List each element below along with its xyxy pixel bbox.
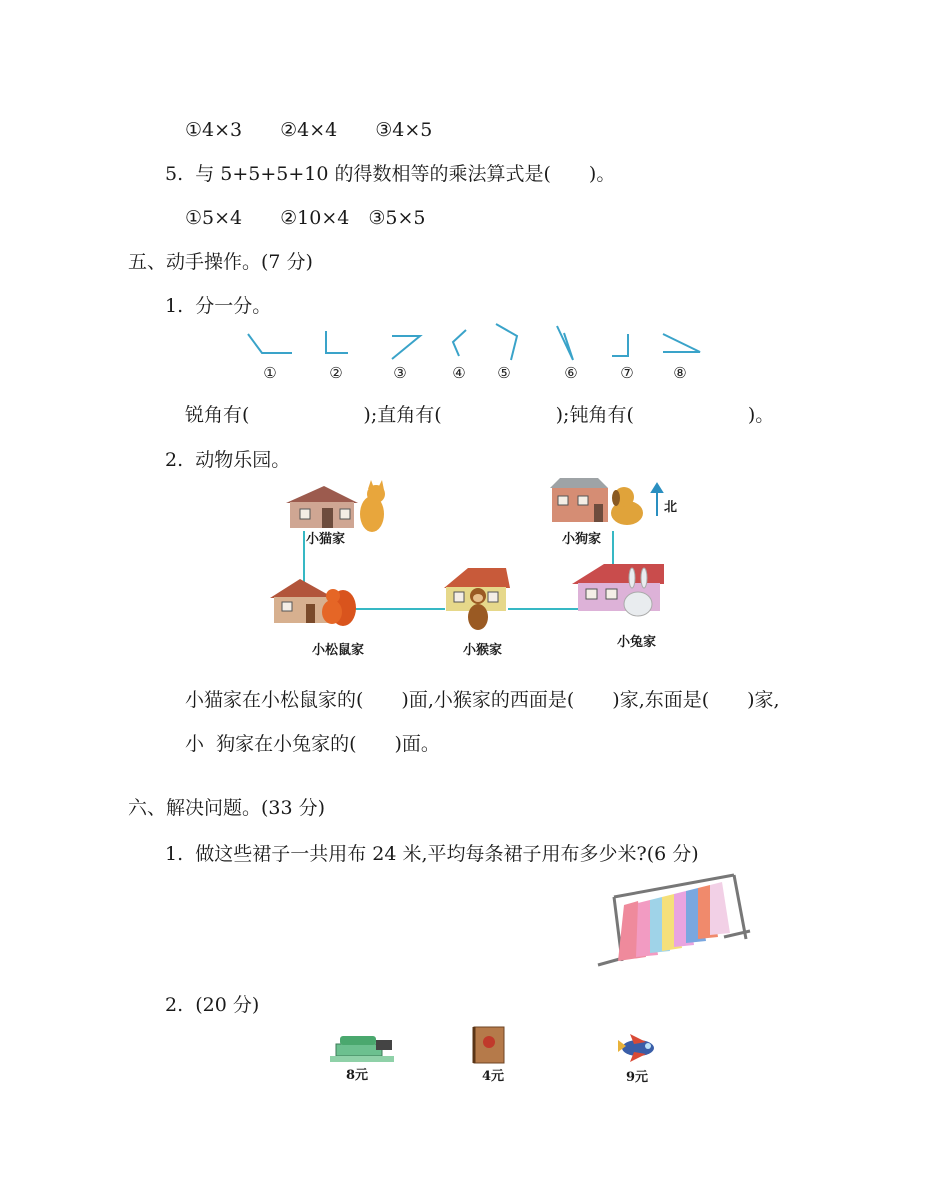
dog-house-icon (550, 478, 608, 522)
angle-label-2: ② (329, 364, 343, 382)
angle-label-6: ⑥ (564, 364, 578, 382)
rabbit-home-label: 小兔家 (617, 635, 657, 650)
north-label: 北 (664, 500, 678, 515)
monkey-home-label: 小猴家 (463, 643, 503, 658)
squirrel-home-label: 小松鼠家 (312, 643, 365, 658)
angle-label-8: ⑧ (673, 364, 687, 382)
stapler-price: 8元 (346, 1068, 369, 1083)
angle-label-1: ① (263, 364, 277, 382)
q4-options: ①4×3 ②4×4 ③4×5 (185, 119, 433, 141)
s6-q2-stem: 2. (20 分) (165, 994, 260, 1016)
stapler-icon (330, 1030, 400, 1066)
dress-rack-illustration (594, 873, 754, 969)
angle-7 (612, 334, 628, 356)
angle-8 (663, 334, 700, 352)
section5-title: 五、动手操作。(7 分) (128, 251, 313, 273)
angle-3 (392, 336, 420, 359)
cat-home-label: 小猫家 (306, 532, 346, 547)
cat-icon (360, 480, 385, 532)
notebook-icon (468, 1025, 518, 1065)
s5-q2-answer-2: 小 狗家在小兔家的( )面。 (185, 733, 440, 755)
s5-q2-stem: 2. 动物乐园。 (165, 449, 291, 471)
s5-q1-answer: 锐角有( );直角有( );钝角有( )。 (185, 404, 775, 426)
item-stapler (330, 1030, 400, 1085)
monkey-icon (468, 588, 488, 630)
dog-icon (611, 487, 643, 525)
angle-5 (496, 324, 517, 360)
angle-label-7: ⑦ (620, 364, 634, 382)
toy-plane-icon (612, 1028, 662, 1066)
angle-label-4: ④ (452, 364, 466, 382)
q5-options: ①5×4 ②10×4 ③5×5 (185, 207, 426, 229)
angle-4 (453, 330, 466, 356)
toy-plane-price: 9元 (626, 1070, 649, 1085)
angle-2 (326, 331, 348, 353)
q5-stem: 5. 与 5+5+5+10 的得数相等的乘法算式是( )。 (165, 163, 616, 185)
angle-label-3: ③ (393, 364, 407, 382)
s5-q2-answer-1: 小猫家在小松鼠家的( )面,小猴家的西面是( )家,东面是( )家, (185, 689, 780, 711)
s6-q1-stem: 1. 做这些裙子一共用布 24 米,平均每条裙子用布多少米?(6 分) (165, 843, 699, 865)
angle-6 (557, 326, 573, 360)
dog-home-label: 小狗家 (562, 532, 602, 547)
item-toy-plane (612, 1028, 662, 1086)
cat-house-icon (286, 486, 358, 528)
section6-title: 六、解决问题。(33 分) (128, 797, 326, 819)
notebook-price: 4元 (482, 1069, 505, 1084)
item-notebook (468, 1025, 518, 1085)
angle-label-5: ⑤ (497, 364, 511, 382)
s5-q1-stem: 1. 分一分。 (165, 295, 272, 317)
angles-figure (240, 320, 710, 385)
north-arrow (652, 484, 662, 516)
squirrel-icon (322, 589, 356, 626)
animal-map (260, 476, 700, 666)
angle-1 (248, 334, 292, 353)
